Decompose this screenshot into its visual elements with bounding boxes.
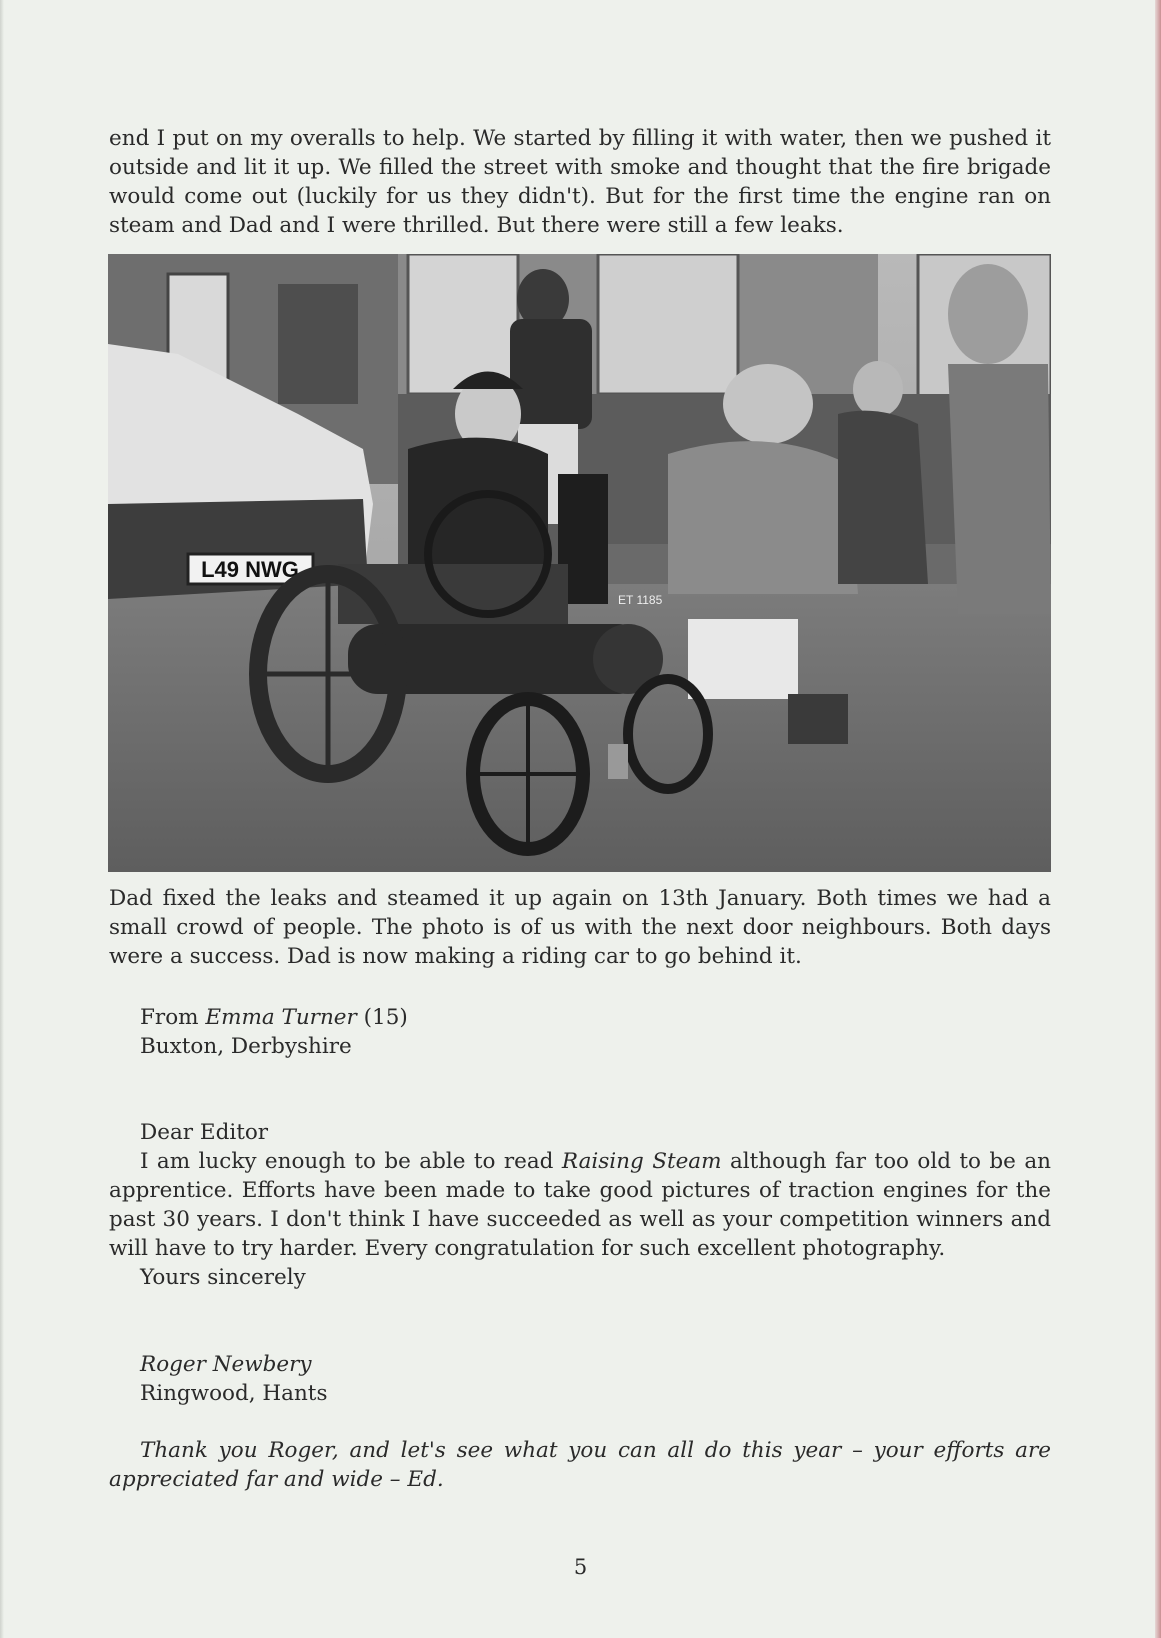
author-location-buxton: Buxton, Derbyshire [140, 1034, 352, 1059]
letter2-body [109, 1147, 1051, 1263]
letter1-signoff [109, 1003, 1082, 1061]
number-plate-text: L49 NWG [201, 557, 299, 582]
letter2-signoff [109, 1350, 1082, 1408]
engine-plate-text: ET 1185 [618, 593, 663, 607]
letter2-closing: Yours sincerely [140, 1265, 306, 1290]
editor-reply: Thank you Roger, and let's see what you can all do this year – your efforts are appreciated far and wide – Ed. [109, 1438, 1051, 1492]
letter1-from-line [140, 1003, 1082, 1032]
letter2-salutation: Dear Editor [140, 1120, 269, 1145]
steam-engine-photo [108, 254, 1051, 872]
letter2-body-end: although far too old to be an apprentice. Efforts have been made to take good pictures of traction engines for the past 30 years. I don't think I have succeeded as well as your competition winners and will have to try harder. Every congratulation for such excellent photography. [109, 1149, 1051, 1261]
after-photo-paragraph: Dad fixed the leaks and steamed it up again on 13th January. Both times we had a small crowd of people. The photo is of us with the next door neighbours. Both days were a success. Dad is now making a riding car to go behind it. [109, 886, 1051, 969]
author-name-roger: Roger Newbery [140, 1352, 312, 1377]
letter2-body-start: I am lucky enough to be able to read [140, 1149, 562, 1174]
house-door [278, 284, 358, 404]
page-fold-shadow [0, 0, 4, 1638]
author-age: (15) [356, 1005, 408, 1030]
letter2 [109, 1118, 1051, 1292]
publication-title: Raising Steam [561, 1149, 722, 1174]
page-edge [1155, 0, 1161, 1638]
bucket [688, 619, 798, 699]
author-location-ringwood: Ringwood, Hants [140, 1381, 328, 1406]
page-number: 5 [573, 1555, 588, 1579]
from-label: From [140, 1005, 206, 1030]
author-name-emma: Emma Turner [205, 1005, 357, 1030]
photo-illustration [108, 254, 1051, 872]
intro-paragraph: end I put on my overalls to help. We started by filling it with water, then we pushed it outside and lit it up. We filled the street with smoke and thought that the fire brigade would come out (luckily for us they didn't). But for the first time the engine ran on steam and Dad and I were thrilled. But there were still a few leaks. [109, 126, 1051, 238]
